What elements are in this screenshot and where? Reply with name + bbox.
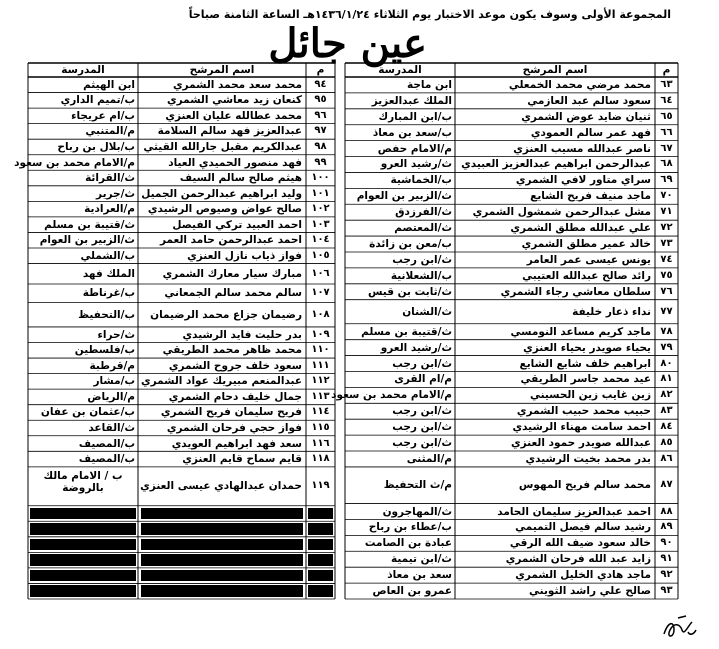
left-row-name: كنعان زيد معاشي الشمري (167, 94, 302, 107)
redacted-cell (141, 570, 303, 582)
left-header-name: اسم المرشح (189, 64, 255, 76)
redacted-cell (30, 554, 136, 566)
left-row-num: ١٠٧ (311, 287, 330, 299)
right-row-name: محمد سالم فريح المهوس (518, 479, 651, 492)
handwritten-signature (660, 612, 700, 644)
right-row-num: ٨٤ (660, 421, 673, 433)
left-row-school: ب/تميم الداري (60, 94, 135, 107)
right-row-num: ٧٧ (660, 305, 673, 317)
left-row-school: ب/التحفيظ (78, 308, 135, 321)
left-row-name: عبدالعزيز فهد سالم السلامة (157, 125, 302, 138)
right-row-school: ث/ابن رجب (392, 437, 452, 450)
left-row-num: ١٠٦ (311, 267, 330, 279)
redacted-cell (30, 585, 136, 597)
left-row-num: ٩٨ (314, 140, 327, 152)
right-row-num: ٨٠ (660, 357, 673, 369)
right-row-name: زين غايب زين الحسيني (529, 389, 651, 402)
left-row-num: ٩٦ (314, 109, 327, 121)
right-row-num: ٧٣ (660, 238, 673, 250)
right-row-school: ث/ابن رجب (392, 405, 452, 418)
left-row-num: ١٠٢ (311, 203, 330, 215)
right-row-school: ث/رشيد العرو (380, 341, 452, 354)
left-row-school: ب / الامام مالك بالروضة (43, 469, 123, 494)
right-row-school: ث/رشيد العرو (380, 158, 452, 171)
redacted-cell (141, 539, 303, 551)
left-row-num: ١٠٨ (311, 308, 330, 320)
left-row-name: احمد عبدالرحمن حامد العمر (159, 234, 302, 247)
right-row-school: عبادة بن الصامت (364, 537, 452, 550)
left-row-name: فواز حجي فرحان الشمري (166, 422, 302, 434)
right-row-name: نداء ذعار خليفة (572, 305, 651, 318)
left-row-name: وليد ابراهيم عبدالرحمن الجميل (141, 187, 302, 200)
redacted-cell (141, 554, 303, 566)
right-row-name: خالد سعود ضيف الله الرقي (509, 537, 651, 550)
right-row-school: م/المثنى (406, 452, 452, 465)
left-row-school: ث/الزبير بن العوام (39, 234, 135, 247)
left-row-name: حمدان عبدالهادي عيسى العنزي (140, 480, 302, 493)
left-row-name: محمد عطالله عليان العنزي (165, 109, 302, 122)
redacted-cell (30, 570, 136, 582)
right-row-school: ب/معن بن زائدة (369, 238, 452, 251)
left-row-num: ٩٤ (314, 78, 327, 90)
right-row-name: رائد صالح عبدالله العتيبي (522, 269, 651, 282)
right-row-num: ٩٢ (660, 569, 673, 581)
right-row-school: ث/ابن رجب (392, 253, 452, 266)
right-row-num: ٧٦ (660, 285, 673, 297)
redacted-cell (30, 539, 136, 551)
right-row-num: ٦٤ (660, 94, 673, 106)
left-row-school: ب/ام عريجاء (71, 109, 135, 122)
right-row-num: ٨٥ (660, 437, 673, 449)
right-row-name: ناصر عبدالله مسيب العنزي (513, 142, 651, 155)
right-row-num: ٨١ (660, 373, 673, 385)
right-row-name: ماجد منيف فريح الشايع (530, 190, 651, 203)
left-row-num: ١١٦ (311, 437, 330, 449)
left-row-name: فواز ذياب نازل العنزي (187, 249, 302, 262)
right-row-school: ابن ماجة (406, 78, 452, 91)
right-row-name: ماجد كريم مساعد النومسي (510, 325, 651, 338)
left-row-school: م/الرياض (87, 390, 135, 403)
right-row-num: ٨٩ (660, 521, 673, 533)
left-row-name: مبارك سيار معارك الشمري (162, 267, 302, 280)
right-row-name: محمد مرضي محمد الخمعلي (508, 78, 651, 91)
right-row-num: ٩٣ (660, 585, 673, 597)
left-row-num: ١٠٩ (311, 328, 330, 340)
right-row-school: م/ام القرى (394, 373, 452, 386)
left-row-name: رضيمان جزاع محمد الرضيمان (150, 308, 302, 321)
right-row-name: احمد سامت مهناء الرشيدي (512, 421, 651, 434)
right-row-num: ٦٦ (660, 126, 673, 138)
right-header-school: المدرسة (378, 64, 422, 76)
redacted-cell (308, 539, 333, 551)
right-row-school: ب/الخماشية (390, 174, 452, 187)
right-row-name: علي عبدالله مطلق الشمري (510, 222, 651, 235)
right-row-school: سعد بن معاذ (387, 569, 452, 582)
left-row-name: فهد منصور الحميدي العياد (168, 156, 302, 169)
right-row-num: ٧٢ (660, 222, 673, 234)
exam-schedule-note: المجموعة الأولى وسوف يكون موعد الاختبار يوم الثلاثاء ١٤٣٦/١/٢٤هـ الساعة الثامنة صباحاً (188, 8, 671, 21)
left-row-school: ب/المصيف (78, 437, 135, 450)
left-row-school: ث/القاعد (88, 422, 135, 434)
left-row-num: ١٠٤ (311, 234, 330, 246)
right-row-name: ثنيان ضايد عوض الشمري (521, 110, 651, 123)
left-row-school: ابن الهيثم (83, 78, 135, 91)
right-row-school: الملك عبدالعزيز (371, 94, 452, 107)
redacted-cell (141, 523, 303, 535)
left-row-name: محمد ظاهر محمد الطريقي (162, 344, 302, 357)
left-row-num: ١١٢ (311, 375, 330, 387)
redacted-cell (30, 523, 136, 535)
left-row-school: ث/حراء (97, 328, 135, 341)
left-row-name: عبدالمنعم مبيريك عواد الشمري (140, 375, 302, 388)
right-row-name: يونس عيسى عمر العامر (526, 253, 651, 266)
right-row-name: حبيب محمد حبيب الشمري (516, 405, 651, 418)
right-row-school: ث/المعتصم (394, 222, 452, 235)
right-row-num: ٩١ (660, 553, 673, 565)
right-row-name: رشيد سالم فيصل التميمي (515, 521, 651, 534)
right-row-num: ٨٧ (660, 479, 673, 491)
left-row-num: ٩٥ (314, 94, 327, 106)
right-row-school: ث/المهاجرون (382, 505, 452, 518)
left-row-name: سعود خلف جروح الشمري (168, 359, 302, 372)
right-row-school: ث/ابن رجب (392, 421, 452, 434)
left-row-num: ١١٤ (311, 406, 330, 418)
right-row-name: مشل عبدالرحمن شمشول الشمري (472, 206, 651, 219)
right-row-school: م/الامام حفص (377, 142, 452, 155)
right-row-school: ث/الفرزدق (395, 206, 452, 219)
right-row-name: ابراهيم خلف شايع الشايع (519, 357, 651, 370)
right-row-num: ٦٧ (660, 142, 673, 154)
left-header-school: المدرسة (61, 64, 105, 76)
right-header-name: اسم المرشح (522, 64, 588, 76)
right-row-school: ب/سعد بن معاذ (372, 126, 452, 139)
left-row-name: هيثم صالح سالم السيف (179, 172, 302, 185)
right-row-num: ٨٨ (660, 505, 673, 517)
left-row-name: فريح سليمان فريح الشمري (160, 406, 302, 419)
left-row-school: م/العرادية (84, 203, 135, 216)
right-row-name: عبدالله صويدر حمود العنزي (511, 437, 651, 450)
right-row-name: سعود سالم عبد العازمي (527, 94, 651, 107)
left-row-num: ١٠١ (311, 187, 330, 199)
left-row-num: ١١٣ (311, 390, 330, 402)
right-row-num: ٨٦ (660, 452, 673, 464)
left-row-name: صالح عواض وصيوص الرشيدي (147, 203, 302, 216)
left-row-name: سالم محمد سالم الجمعاني (164, 287, 302, 300)
right-row-school: ث/ابن تيمية (391, 553, 452, 566)
redacted-cell (308, 508, 333, 520)
right-row-name: عبدالرحمن ابراهيم عبدالعزيز العبيدي (461, 158, 651, 171)
right-row-num: ٩٠ (660, 537, 673, 549)
right-row-num: ٨٣ (660, 405, 673, 417)
right-row-num: ٧٠ (660, 190, 673, 202)
left-row-school: ب/المصيف (78, 453, 135, 466)
left-row-school: م/المتنبي (85, 125, 135, 138)
right-row-num: ٧١ (660, 206, 673, 218)
right-row-num: ٦٨ (660, 158, 673, 170)
right-row-school: ث/الشنان (402, 305, 452, 318)
left-row-num: ١٠٥ (311, 249, 330, 261)
left-row-num: ١٠٠ (311, 172, 330, 184)
left-row-name: بدر حليت فايد الرشيدي (182, 328, 302, 341)
left-row-num: ١١٥ (311, 422, 330, 433)
right-row-school: ث/الزبير بن العوام (356, 190, 452, 203)
left-row-school: م/قرطبة (89, 359, 135, 372)
left-row-school: ب/مشار (93, 375, 135, 388)
right-row-num: ٨٢ (660, 389, 673, 401)
redacted-cell (308, 554, 333, 566)
left-row-school: م/الامام محمد بن سعود (14, 156, 135, 169)
right-row-school: م/الامام محمد بن سعود (331, 389, 452, 402)
left-row-num: ١٠٣ (311, 218, 330, 230)
left-row-school: ث/قتيبة بن مسلم (44, 218, 135, 231)
left-row-school: ب/عثمان بن عفان (40, 406, 135, 419)
left-row-school: ب/فلسطين (74, 344, 135, 357)
left-row-school: ب/غرناطة (82, 287, 135, 300)
right-row-name: ماجد هادي الخليل الشمري (515, 569, 651, 582)
right-row-school: عمرو بن العاص (372, 585, 452, 598)
right-row-name: سلطان معاشي رجاء الشمري (500, 285, 651, 298)
right-row-school: م/ث التحفيظ (383, 479, 452, 492)
right-row-name: احمد عبدالعزيز سليمان الحامد (497, 505, 651, 518)
right-row-num: ٧٥ (660, 269, 673, 281)
right-row-name: بدر محمد بخيت الرشيدي (525, 452, 651, 465)
right-header-num: م (662, 64, 671, 76)
left-row-name: سعد فهد ابراهيم العويدي (171, 437, 302, 450)
right-row-name: زايد عبد الله فرحان الشمري (505, 553, 651, 566)
left-row-name: جمال خليف دحام الشمري (168, 390, 302, 403)
left-row-num: ٩٩ (314, 156, 327, 168)
right-row-name: سراي متاور لافي الشمري (515, 174, 651, 187)
left-row-school: ب/الشملي (80, 249, 135, 262)
right-row-school: ب/الشعلانية (390, 269, 452, 282)
right-row-num: ٧٤ (660, 253, 673, 265)
right-row-name: خالد عمير مطلق الشمري (521, 238, 651, 251)
left-row-school: الملك فهد (82, 267, 135, 280)
left-header-num: م (316, 64, 325, 76)
left-row-num: ١١٩ (311, 480, 330, 492)
right-row-num: ٦٩ (660, 174, 673, 186)
left-row-school: ب/بلال بن رباح (57, 140, 135, 153)
left-row-name: قايم سماح قايم العنزي (182, 453, 302, 466)
redacted-cell (308, 585, 333, 597)
right-row-school: ث/قتيبة بن مسلم (361, 325, 452, 338)
center-title: عين جائل (268, 20, 427, 67)
redacted-cell (30, 508, 136, 520)
right-row-school: ث/ثابت بن قيس (367, 285, 452, 298)
right-row-name: صالح علي راشد الثويني (529, 585, 651, 598)
redacted-cell (141, 508, 303, 520)
right-row-num: ٧٨ (660, 325, 673, 337)
right-row-school: ب/ابن المبارك (378, 110, 452, 123)
left-row-num: ١١٠ (311, 344, 330, 356)
left-row-name: عبدالكريم مقبل جارالله القيثي (143, 140, 302, 153)
right-row-num: ٧٩ (660, 341, 673, 353)
left-row-school: ث/جرير (96, 187, 135, 200)
left-row-num: ٩٧ (314, 125, 327, 137)
right-row-name: عيد محمد جاسر الطريقي (520, 373, 651, 386)
redacted-cell (308, 523, 333, 535)
right-row-school: ث/ابن رجب (392, 357, 452, 370)
left-row-num: ١١٨ (311, 453, 330, 465)
right-row-name: يحياء صويدر يحياء العنزي (523, 341, 651, 354)
right-row-num: ٦٣ (660, 78, 673, 90)
left-row-name: احمد العبيد تركي الفيصل (172, 218, 302, 231)
right-row-num: ٦٥ (660, 110, 673, 122)
redacted-cell (141, 585, 303, 597)
redacted-cell (308, 570, 333, 582)
right-row-school: ب/عطاء بن رباح (368, 521, 452, 534)
left-row-school: ث/القرائة (85, 172, 135, 185)
right-row-name: فهد عمر سالم العمودي (530, 126, 651, 139)
left-row-num: ١١١ (311, 359, 330, 371)
left-row-name: محمد سعد محمد الشمري (172, 78, 302, 91)
